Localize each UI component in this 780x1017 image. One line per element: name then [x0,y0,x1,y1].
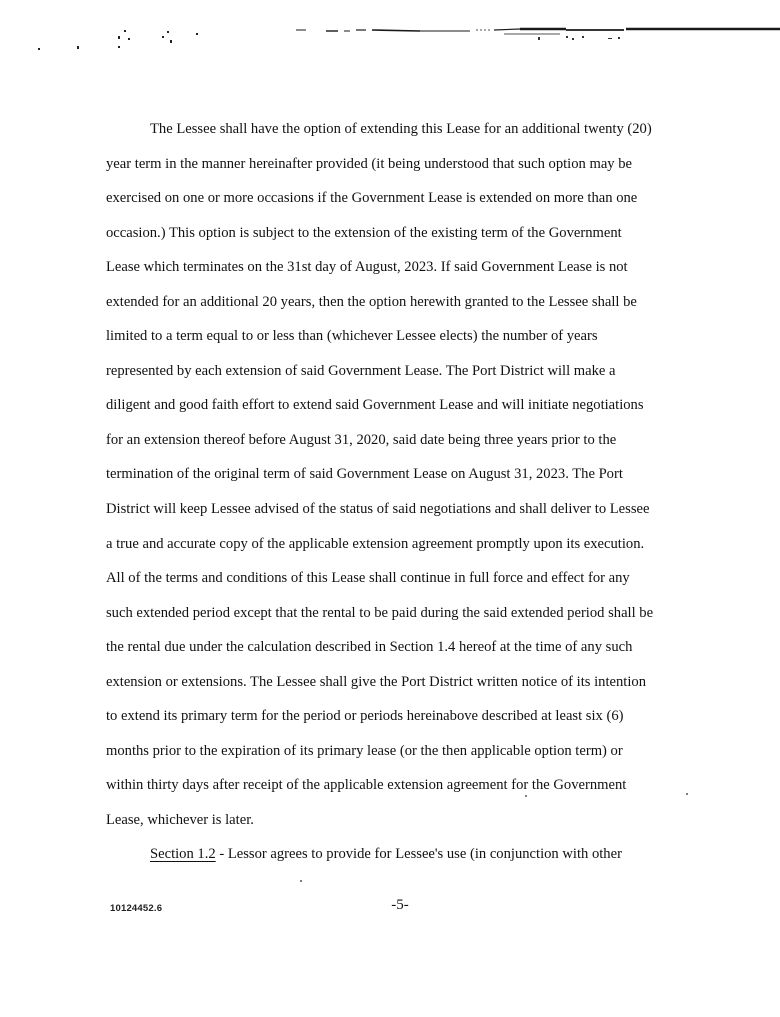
lease-body [106,112,690,872]
section-heading: Section 1.2 [150,846,216,863]
paragraph-line: a true and accurate copy of the applicable extension agreement promptly upon its execution. [106,535,645,552]
paragraph-line: extended for an additional 20 years, then the option herewith granted to the Lessee shall be [106,293,637,310]
paragraph-line: exercised on one or more occasions if the Government Lease is extended on more than one [106,190,638,207]
paragraph-line: termination of the original term of said Government Lease on August 31, 2023. The Port [106,466,623,483]
paragraph-line: within thirty days after receipt of the applicable extension agreement for the Government [106,777,627,794]
paragraph-line: such extended period except that the rental to be paid during the said extended period shall be [106,604,654,621]
scan-artifacts [0,0,780,60]
paragraph-line: year term in the manner hereinafter provided (it being understood that such option may be [106,155,633,172]
paragraph-line: limited to a term equal to or less than (whichever Lessee elects) the number of years [106,328,598,345]
paragraph-line: months prior to the expiration of its primary lease (or the then applicable option term) or [106,742,623,759]
paragraph-line: The Lessee shall have the option of extending this Lease for an additional twenty (20) [150,121,652,137]
document-id: 10124452.6 [110,903,163,914]
paragraph-line: diligent and good faith effort to extend said Government Lease and will initiate negotiations [106,397,644,414]
paragraph-line: occasion.) This option is subject to the extension of the existing term of the Government [106,224,622,241]
paragraph-line: Lease, whichever is later. [106,811,254,828]
section-text: - Lessor agrees to provide for Lessee's use (in conjunction with other [215,846,622,863]
paragraph-line: to extend its primary term for the period or periods hereinabove described at least six (6) [106,708,624,725]
paragraph-line: All of the terms and conditions of this Lease shall continue in full force and effect for any [106,570,630,587]
paragraph-line: District will keep Lessee advised of the status of said negotiations and shall deliver to Lessee [106,501,650,518]
paragraph-line: the rental due under the calculation described in Section 1.4 hereof at the time of any such [106,639,633,656]
paragraph-line: represented by each extension of said Government Lease. The Port District will make a [106,362,616,379]
section-line [106,837,690,872]
paragraph-line: extension or extensions. The Lessee shall give the Port District written notice of its intention [106,673,646,690]
paragraph-line: for an extension thereof before August 31, 2020, said date being three years prior to the [106,431,617,448]
paragraph-line: Lease which terminates on the 31st day of August, 2023. If said Government Lease is not [106,259,628,276]
page-number: -5- [391,897,409,913]
